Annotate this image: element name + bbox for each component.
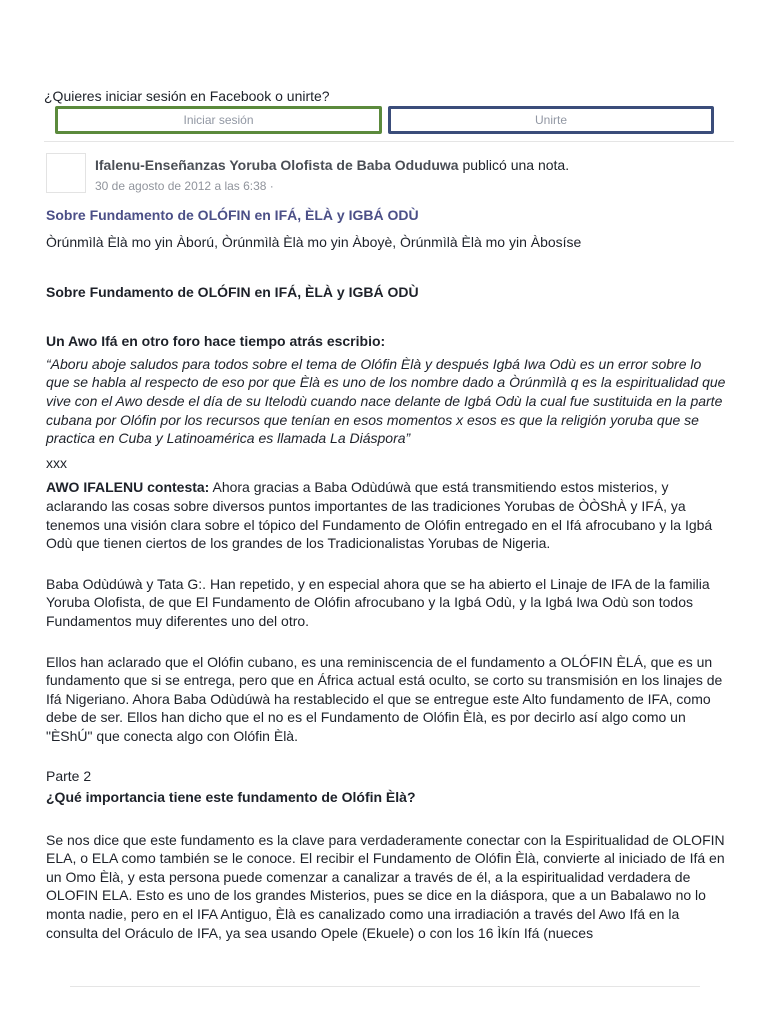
author-line: [95, 157, 569, 173]
section-heading: Un Awo Ifá en otro foro hace tiempo atrás escribio:: [46, 333, 386, 350]
author-name[interactable]: Ifalenu-Enseñanzas Yoruba Olofista de Baba Oduduwa: [95, 157, 459, 173]
part-label: Parte 2: [46, 768, 92, 785]
login-button[interactable]: Iniciar sesión: [55, 106, 382, 134]
note-body: [46, 233, 728, 942]
salutation: Òrúnmìlà Èlà mo yin Àború, Òrúnmìlà Èlà mo yin Àboyè, Òrúnmìlà Èlà mo yin Àbosíse: [46, 234, 582, 250]
answer-text: Ahora gracias a Baba Odùdúwà que está transmitiendo estos misterios, y aclarando las cosas sobre diversos puntos importantes de las tradiciones Yorubas de ÒÒShÀ y IFÁ, ya tenemos una visión clara sobre el tópico del Fundamento de Olófin entregado en el Ifá afrocubano y la Igbá Odù que tienen ciertos de los grandes de los Tradicionalistas Yorubas de Nigeria.: [46, 479, 713, 552]
paragraph: Ellos han aclarado que el Olófin cubano, es una reminiscencia de el fundamento a OLÓFIN ÈLÁ, que es un fundamento que si se entrega, pero que en África actual está oculto, se corto su transmisión en los linajes de Ifá Nigeriano. Ahora Baba Odùdúwà ha restablecido el que se entregue este Alto fundamento de IFA, como debe de ser. Ellos han dicho que el no es el Fundamento de Olófin Èlà, es por decirlo así algo como un "ÈShÚ" que conecta algo con Olófin Èlà.: [46, 653, 723, 744]
section-heading: Sobre Fundamento de OLÓFIN en IFÁ, ÈLÀ y IGBÁ ODÙ: [46, 283, 419, 300]
divider: [70, 986, 700, 987]
answer-paragraph: [46, 478, 728, 552]
paragraph: Baba Odùdúwà y Tata G:. Han repetido, y en especial ahora que se ha abierto el Linaje de IFA de la familia Yoruba Olofista, de que El Fundamento de Olófin afrocubano y la Igbá Odù, y la Igbá Iwa Odù son todos Fundamentos muy diferentes uno del otro.: [46, 575, 710, 629]
separator-text: xxx: [46, 454, 67, 471]
quote: “Aboru aboje saludos para todos sobre el tema de Olófin Èlà y después Igbá Iwa Odù es un error sobre lo que se habla al respecto de eso por que Èlà es uno de los nombre dado a Òrúnmìlà q es la espiritualidad que vive con el Awo desde el día de su Itelodù cuando nace delante de Igbá Odù la cual fue sustituida en la parte cubana por Olófin por los recursos que tenían en esos momentos x esos es que la religión yoruba que se practica en Cuba y Latinoamérica es llamada La Diáspora”: [46, 355, 726, 447]
divider: [44, 141, 734, 142]
login-prompt: ¿Quieres iniciar sesión en Facebook o unirte?: [44, 88, 330, 104]
post-action: publicó una nota.: [458, 157, 570, 173]
join-button[interactable]: Unirte: [388, 106, 714, 134]
note-title: Sobre Fundamento de OLÓFIN en IFÁ, ÈLÀ y IGBÁ ODÙ: [46, 207, 419, 223]
post-timestamp[interactable]: 30 de agosto de 2012 a las 6:38 ·: [95, 179, 274, 193]
answer-label: AWO IFALENU contesta:: [46, 479, 210, 496]
section-heading: ¿Qué importancia tiene este fundamento de Olófin Èlà?: [46, 789, 416, 806]
post-header: [46, 153, 726, 195]
avatar[interactable]: [46, 153, 86, 193]
paragraph: Se nos dice que este fundamento es la clave para verdaderamente conectar con la Espiritualidad de OLOFIN ELA, o ELA como también se le conoce. El recibir el Fundamento de Olófin Èlà, convierte al iniciado de Ifá en un Omo Èlà, y esta persona puede comenzar a canalizar a través de él, a la espiritualidad verdadera de OLOFIN ELA. Esto es uno de los grandes Misterios, pues se dice en la diáspora, que a un Babalawo no lo monta nadie, pero en el IFA Antiguo, Èlà es canalizado como una irradiación a través del Awo Ifá en la consulta del Oráculo de IFA, ya sea usando Opele (Ekuele) o con los 16 Ìkín Ifá (nueces: [46, 831, 725, 941]
